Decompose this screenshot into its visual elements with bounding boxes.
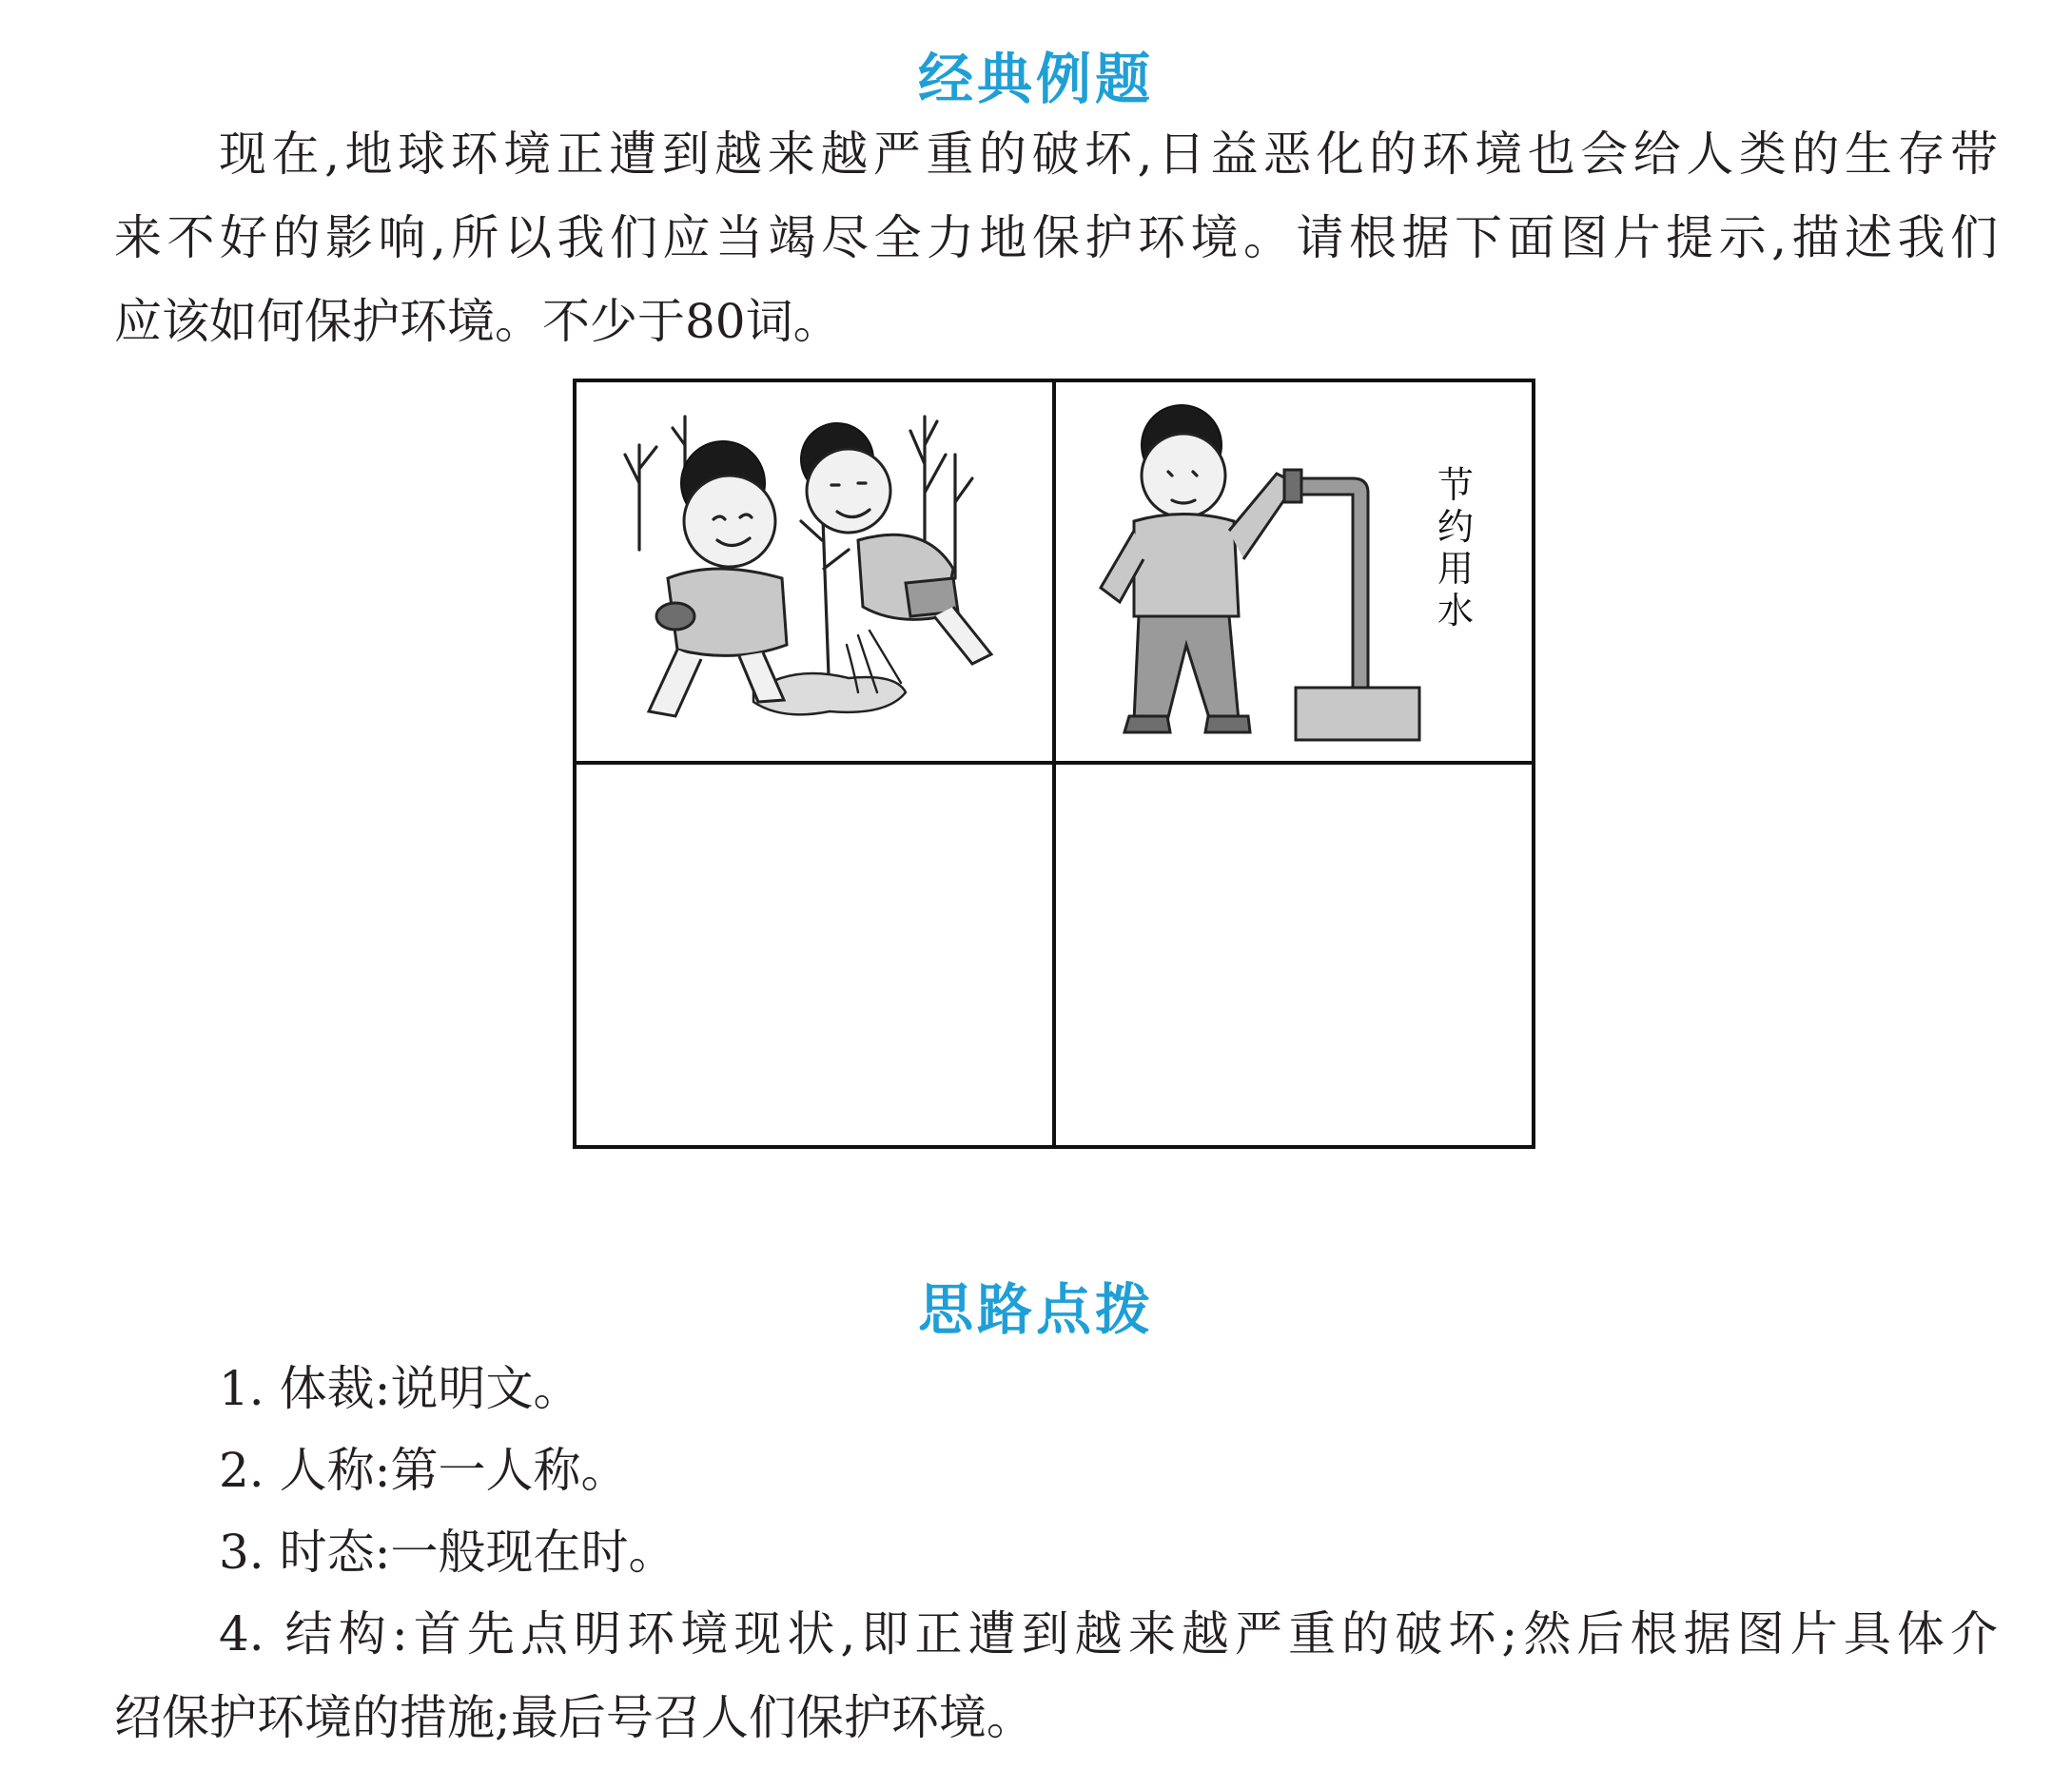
prompt-paragraph (114, 112, 1998, 363)
structure-line-2: 绍保护环境的措施;最后号召人们保护环境。 (114, 1690, 1034, 1745)
hint-item-genre: 1. 体裁:说明文。 (219, 1361, 581, 1416)
prompt-line-1: 现在,地球环境正遭到越来越严重的破坏,日益恶化的环境也会给人类的生存带 (219, 126, 1998, 182)
prompt-line-2: 来不好的影响,所以我们应当竭尽全力地保护环境。请根据下面图片提示,描述我们 (114, 210, 1998, 265)
structure-line-1: 4. 结构:首先点明环境现状,即正遭到越来越严重的破坏;然后根据图片具体介 (219, 1606, 1998, 1662)
hint-item-structure (114, 1592, 1998, 1759)
panel-caption-save-water: 节 约 用 水 (1437, 464, 1474, 632)
prompt-line-3: 应该如何保护环境。不少于80词。 (114, 294, 841, 349)
example-heading: 经典例题 (917, 47, 1154, 111)
hint-item-person: 2. 人称:第一人称。 (219, 1443, 629, 1498)
four-panel-illustration (573, 379, 1535, 1149)
hints-heading: 思路点拨 (917, 1277, 1154, 1342)
hint-item-tense: 3. 时态:一般现在时。 (219, 1525, 676, 1580)
